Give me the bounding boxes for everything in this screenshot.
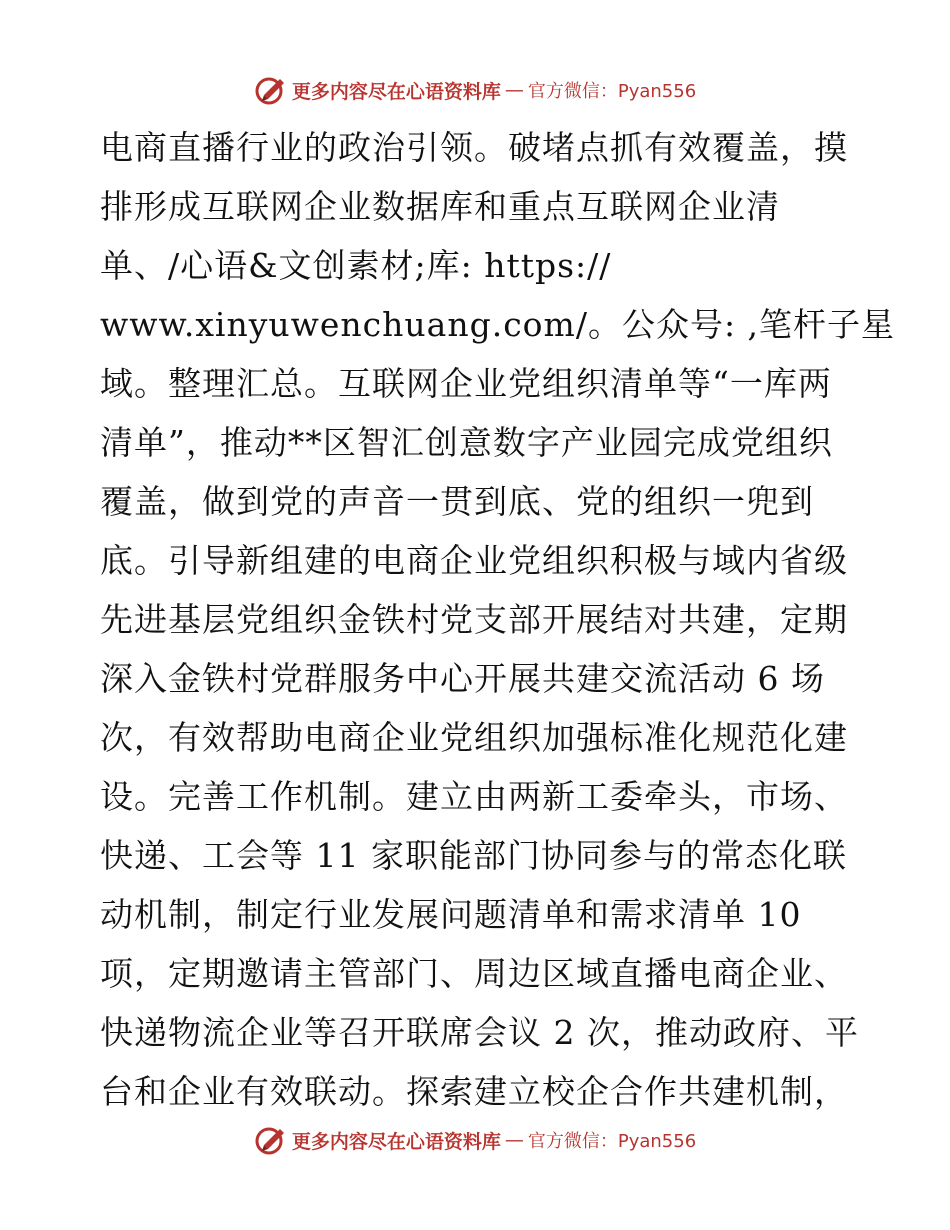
text-line: 覆盖，做到党的声音一贯到底、党的组织一兜到 [100,482,814,521]
header-banner [0,70,950,110]
banner-title: 更多内容尽在心语资料库 [291,80,501,103]
text-line: 先进基层党组织金铁村党支部开展结对共建，定期 [100,600,848,639]
text-line: 域。整理汇总。互联网企业党组织清单等“一库两 [100,364,832,403]
text-line: 动机制，制定行业发展问题清单和需求清单 10 [100,895,802,934]
banner-dash: — [504,79,524,101]
pen-logo-icon [254,1123,288,1157]
text-line: 底。引导新组建的电商企业党组织积极与域内省级 [100,541,848,580]
pen-logo-icon [254,73,288,107]
text-line: 台和企业有效联动。探索建立校企合作共建机制， [100,1072,848,1111]
text-line: 单、/心语&文创素材;库: https:// [100,246,612,285]
text-line: 项，定期邀请主管部门、周边区域直播电商企业、 [100,954,848,993]
document-body [100,118,896,1121]
banner-wechat: 官方微信：Pyan556 [527,1131,697,1152]
text-line: www.xinyuwenchuang.com/。公众号: ,笔杆子星 [100,305,896,344]
text-line: 电商直播行业的政治引领。破堵点抓有效覆盖，摸 [100,128,848,167]
footer-banner [0,1120,950,1160]
text-line: 快递物流企业等召开联席会议 2 次，推动政府、平 [100,1013,859,1052]
text-line: 清单”，推动**区智汇创意数字产业园完成党组织 [100,423,833,462]
text-line: 深入金铁村党群服务中心开展共建交流活动 6 场 [100,659,825,698]
banner-wechat: 官方微信：Pyan556 [527,81,697,102]
banner-dash: — [504,1129,524,1151]
text-line: 快递、工会等 11 家职能部门协同参与的常态化联 [100,836,847,875]
banner-title: 更多内容尽在心语资料库 [291,1130,501,1153]
text-line: 次，有效帮助电商企业党组织加强标准化规范化建 [100,718,848,757]
text-line: 排形成互联网企业数据库和重点互联网企业清 [100,187,780,226]
text-line: 设。完善工作机制。建立由两新工委牵头，市场、 [100,777,848,816]
